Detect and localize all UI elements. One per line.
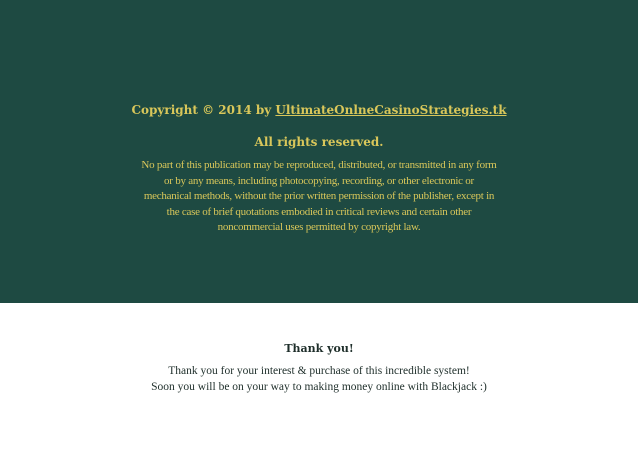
thank-you-heading: Thank you! <box>284 342 354 355</box>
copyright-notice: No part of this publication may be reproduced, distributed, or transmitted in any form or by any means, including photocopying, recording, or other electronic or mechanical methods, without the prior written permission of the publisher, except in the case of brief quotations embodied in critical reviews and certain other noncommercial uses permitted by copyright law. <box>141 159 497 233</box>
thank-you-line-1: Thank you for your interest & purchase of this incredible system! <box>168 365 470 377</box>
thank-you-line-2: Soon you will be on your way to making money online with Blackjack :) <box>151 381 487 393</box>
rights-reserved: All rights reserved. <box>254 135 384 149</box>
copyright-site-link[interactable]: UltimateOnlneCasinoStrategies.tk <box>275 103 507 117</box>
thank-you-message <box>0 363 638 395</box>
copyright-line <box>0 103 638 117</box>
copyright-prefix: Copyright © 2014 by <box>131 103 276 117</box>
